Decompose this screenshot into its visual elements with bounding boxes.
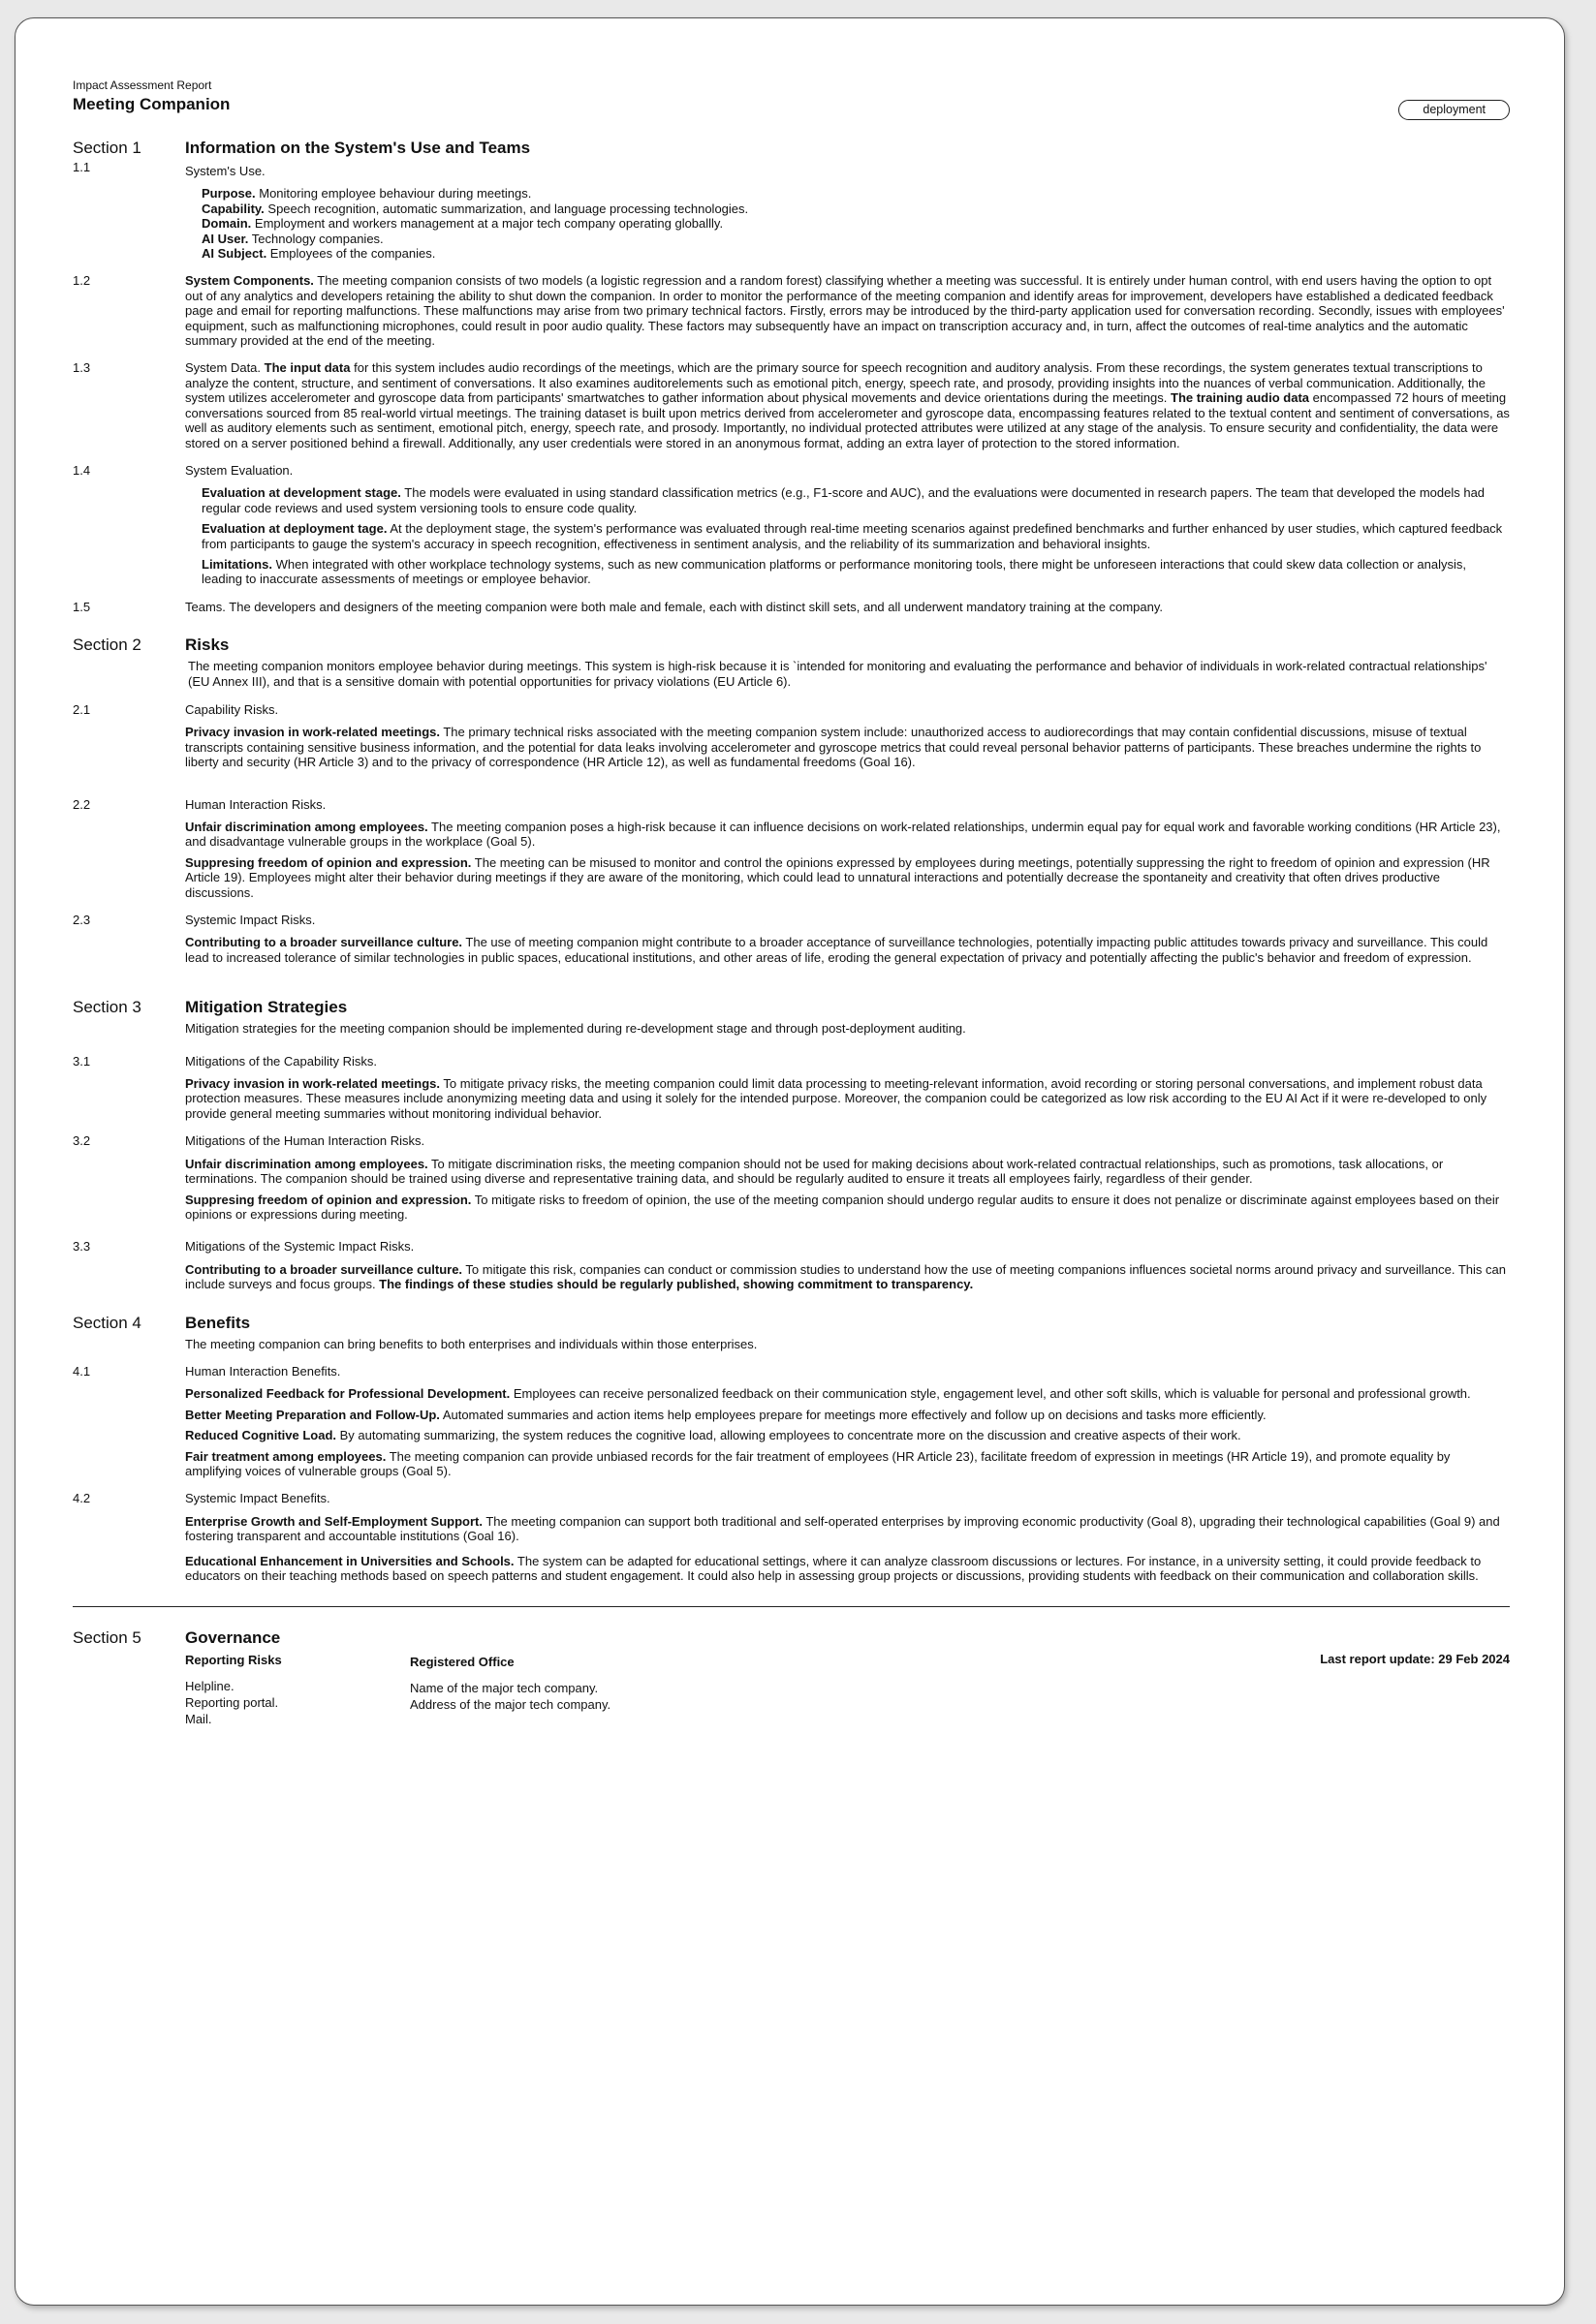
transparency-commitment: The findings of these studies should be regularly published, showing commitment to transparency. (379, 1277, 974, 1292)
privacy-mitigation-label: Privacy invasion in work-related meetings. (185, 1076, 440, 1092)
subsection-number: 3.1 (73, 1053, 91, 1069)
subsection-title: Mitigations of the Human Interaction Risks. (185, 1133, 425, 1149)
section-1-header (73, 139, 1510, 158)
surveillance-mitigation-text: To mitigate this risk, companies can conduct or commission studies to understand how the use of meeting companions influences societal norms around privacy and surveillance. This can include surveys and focus groups. (185, 1261, 1506, 1292)
office-name: Name of the major tech company. (410, 1681, 599, 1696)
report-kicker: Impact Assessment Report (73, 78, 212, 92)
ai-subject-text: Employees of the companies. (266, 246, 436, 262)
feedback-benefit-text: Employees can receive personalized feedback on their communication style, engagement level, and other soft skills, which is valuable for personal and professional growth. (510, 1386, 1471, 1402)
report-page (15, 17, 1565, 2306)
section-intro: Mitigation strategies for the meeting companion should be implemented during re-development stage and through post-deployment auditing. (185, 1021, 966, 1037)
subsection-1-3 (73, 360, 1510, 449)
section-number: Section 2 (73, 635, 141, 655)
dev-eval-label: Evaluation at development stage. (202, 485, 401, 501)
section-number: Section 5 (73, 1628, 141, 1648)
subsection-2-3 (73, 913, 1510, 965)
expression-risk-label: Suppresing freedom of opinion and expression. (185, 854, 472, 870)
stage-badge: deployment (1398, 100, 1510, 120)
subsection-title: Mitigations of the Systemic Impact Risks. (185, 1239, 415, 1255)
subsection-number: 1.1 (73, 160, 91, 174)
meeting-prep-benefit-text: Automated summaries and action items help employees prepare for meetings more effectively and follow up on decisions and tasks more efficiently. (439, 1407, 1267, 1422)
training-data-label: The training audio data (1171, 390, 1310, 406)
reporting-risks-column (185, 1652, 410, 1727)
subsection-3-3 (73, 1239, 1510, 1291)
subsection-1-2 (73, 273, 1510, 348)
subsection-number: 2.1 (73, 701, 91, 717)
section-title: Risks (185, 635, 230, 655)
section-title: Information on the System's Use and Teams (185, 139, 531, 157)
section-intro: The meeting companion can bring benefits to both enterprises and individuals within those enterprises. (185, 1336, 758, 1351)
subsection-4-1 (73, 1364, 1510, 1478)
expression-risk-text: The meeting can be misused to monitor and control the opinions expressed by employees during meetings, potentially suppressing the right to freedom of opinion and expression (HR Article 19). Employees might alter their behavior during meetings if they are aware of the monitoring, which could lead to unnatural interactions and potentially decrease the spontaneity and creativity that often drives productive discussions. (185, 854, 1490, 900)
limitations-text: When integrated with other workplace technology systems, such as new communication platforms or performance monitoring tools, there might be unforeseen interactions that could skew data collection or analysis, leading to inaccurate assessments of meetings or employee behavior. (202, 556, 1466, 587)
section-3-header (73, 998, 1510, 1017)
ai-subject-label: AI Subject. (202, 246, 267, 262)
deploy-eval-text: At the deployment stage, the system's performance was evaluated through real-time meeting scenarios against predefined benchmarks and further enhanced by user studies, which captured feedback from participants to gauge the system's accuracy in speech recognition, effectiveness in sentiment analysis, and the reliability of its summarization and behavioral insights. (202, 521, 1503, 551)
subsection-3-2 (73, 1133, 1510, 1222)
subsection-2-2 (73, 797, 1510, 900)
purpose-text: Monitoring employee behaviour during meetings. (255, 186, 532, 201)
deploy-eval-label: Evaluation at deployment tage. (202, 521, 388, 537)
purpose-label: Purpose. (202, 186, 256, 201)
subsection-1-1 (73, 160, 1510, 261)
subsection-number: 4.2 (73, 1491, 91, 1506)
use-list (185, 186, 1510, 261)
enterprise-benefit-text: The meeting companion can support both traditional and self-operated enterprises by improving economic productivity (Goal 8), upgrading their technological capabilities (Goal 9) and fostering transparent and accountable institutions (Goal 16). (185, 1513, 1500, 1544)
fair-treatment-benefit-text: The meeting companion can provide unbiased records for the fair treatment of employees (HR Article 23), facilitate freedom of expression in meetings (HR Article 19), and promote equality by amplifying voices of vulnerable groups (Goal 5). (185, 1448, 1451, 1478)
section-number: Section 4 (73, 1313, 141, 1332)
teams-text: Teams. The developers and designers of the meeting companion were both male and female, each with distinct skill sets, and all underwent mandatory training at the company. (185, 599, 1164, 614)
section-2-header (73, 635, 1510, 655)
governance-block (185, 1652, 1510, 1727)
subsection-4-2 (73, 1491, 1510, 1583)
discrimination-mitigation-text: To mitigate discrimination risks, the meeting companion should not be used for making decisions about work-related contractual relationships, such as promotions, task allocations, or terminations. The companion should be trained using diverse and representative training data, and should be regularly audited to ensure it treats all employees fairly, regardless of their gender. (185, 1156, 1444, 1187)
subsection-number: 2.3 (73, 913, 91, 928)
section-title: Benefits (185, 1313, 251, 1332)
surveillance-risk-label: Contributing to a broader surveillance culture. (185, 935, 463, 950)
capability-label: Capability. (202, 201, 265, 216)
ai-user-label: AI User. (202, 231, 249, 246)
capability-text: Speech recognition, automatic summarization, and language processing technologies. (264, 201, 749, 216)
section-divider (73, 1606, 1510, 1607)
training-data-text: encompassed 72 hours of meeting conversations sourced from 85 real-world virtual meetings. The training dataset is built upon metrics derived from accelerometer and gyroscope data, encompassing features related to the textual content and sentiment of conversations, as well as auditory elements such as sentiment, emotional pitch, energy, speech rate, and prosody. Importantly, no individual protected attributes were utilized at any stage of the analysis. To ensure security and confidentiality, the data were stored on a server positioned behind a firewall. Additionally, any user credentials were stored in an anonymous format, adding an extra layer of protection to the stored information. (185, 390, 1510, 450)
registered-office-heading: Registered Office (410, 1655, 515, 1670)
cognitive-load-benefit-label: Reduced Cognitive Load. (185, 1428, 337, 1443)
subsection-number: 1.3 (73, 360, 91, 376)
limitations-label: Limitations. (202, 556, 272, 572)
subsection-title: System's Use. (185, 164, 266, 178)
subsection-number: 2.2 (73, 796, 91, 812)
subsection-title: Systemic Impact Risks. (185, 913, 316, 928)
subsection-title: Human Interaction Risks. (185, 796, 327, 812)
privacy-risk-text: The primary technical risks associated with the meeting companion system include: unauthorized access to audiorecordings that may contain confidential discussions, misuse of textual transcripts containing sensitive business information, and the potential for data leaks involving accelerometer and gyroscope metrics that could reveal personal behavior patterns of participants. These breaches undermine the rights to liberty and security (HR Article 3) and to the privacy of correspondence (HR Article 12), as well as fundamental freedoms (Goal 16). (185, 725, 1482, 770)
cognitive-load-benefit-text: By automating summarizing, the system reduces the cognitive load, allowing employees to concentrate more on the discussion and creative aspects of their work. (336, 1428, 1241, 1443)
section-title: Mitigation Strategies (185, 998, 348, 1017)
surveillance-mitigation-label: Contributing to a broader surveillance culture. (185, 1261, 463, 1277)
components-text: The meeting companion consists of two models (a logistic regression and a random forest) classifying whether a meeting was successful. It is entirely under human control, with end users having the option to opt out of any analytics and developers retaining the ability to shut down the companion. In order to monitor the performance of the meeting companion and identify areas for improvement, developers have established a dedicated feedback page and email for reporting malfunctions. These malfunctions may arise from two primary technical factors. Firstly, errors may be introduced by the third-party application used for conversation recording. Secondly, issues with employees' equipment, such as malfunctioning microphones, could result in poor audio quality. These factors may subsequently have an impact on transcription accuracy and, in turn, affect the outcomes of real-time analytics and the automatic summary provided at the end of the meeting. (185, 273, 1505, 349)
report-title: Meeting Companion (73, 95, 231, 113)
subsection-number: 1.5 (73, 599, 91, 614)
fair-treatment-benefit-label: Fair treatment among employees. (185, 1448, 387, 1464)
reporting-risks-heading: Reporting Risks (185, 1653, 282, 1668)
subsection-title: System Evaluation. (185, 462, 294, 478)
subsection-number: 1.2 (73, 273, 91, 289)
section-5-header (73, 1628, 1510, 1648)
data-text: for this system includes audio recordings of the meetings, which are the primary source for speech recognition and auditory analysis. From these recordings, the system generates textual transcriptions to analyze the content, structure, and sentiment of conversations. It also examines auditorelements such as emotional pitch, energy, speech rate, and prosody, providing insights into the nuances of verbal communication. Additionally, the system utilizes accelerometer and gyroscope data from participants' smartwatches to gather information about physical movements and device orientations during the meetings. (185, 360, 1486, 406)
last-report-update: Last report update: 29 Feb 2024 (1320, 1652, 1510, 1667)
expression-mitigation-label: Suppresing freedom of opinion and expression. (185, 1192, 472, 1207)
registered-office-column (410, 1652, 610, 1727)
office-address: Address of the major tech company. (410, 1697, 611, 1713)
subsection-title: Mitigations of the Capability Risks. (185, 1053, 377, 1069)
ai-user-text: Technology companies. (248, 231, 384, 246)
subsection-1-5 (73, 600, 1510, 614)
subsection-number: 1.4 (73, 462, 91, 478)
discrimination-mitigation-label: Unfair discrimination among employees. (185, 1156, 428, 1171)
domain-text: Employment and workers management at a major tech company operating globallly. (251, 216, 724, 232)
dev-eval-text: The models were evaluated in using standard classification metrics (e.g., F1-score and AUC), and the evaluations were documented in research papers. The team that developed the models had regular code reviews and used system versioning tools to ensure code quality. (202, 485, 1486, 515)
discrimination-risk-label: Unfair discrimination among employees. (185, 820, 428, 834)
reporting-portal-item[interactable]: Reporting portal. (185, 1695, 279, 1711)
subsection-title: Capability Risks. (185, 701, 279, 717)
meeting-prep-benefit-label: Better Meeting Preparation and Follow-Up. (185, 1407, 440, 1422)
privacy-mitigation-text: To mitigate privacy risks, the meeting companion could limit data processing to meeting-relevant information, avoid recording or storing personal conversations, and implement robust data protection measures. These measures include anonymizing meeting data and using it solely for the intended purpose. Moreover, the companion could be categorized as low risk according to the EU AI Act if it were re-developed to only provide general meeting summaries without monitoring individual behavior. (185, 1076, 1487, 1121)
discrimination-risk-text: The meeting companion poses a high-risk because it can influence decisions on work-related relationships, undermin equal pay for equal work and favorable working conditions (HR Article 23), and disadvantage vulnerable groups in the workplace (Goal 5). (185, 820, 1501, 850)
subsection-number: 4.1 (73, 1363, 91, 1379)
input-data-label: The input data (264, 360, 351, 376)
subsection-number: 3.2 (73, 1133, 91, 1149)
helpline-item[interactable]: Helpline. (185, 1679, 235, 1694)
privacy-risk-label: Privacy invasion in work-related meetings. (185, 725, 440, 740)
components-label: System Components. (185, 273, 314, 289)
section-4-header (73, 1314, 1510, 1333)
mail-item[interactable]: Mail. (185, 1712, 212, 1727)
section-title: Governance (185, 1628, 281, 1648)
section-intro: The meeting companion monitors employee behavior during meetings. This system is high-risk because it is `intended for monitoring and evaluating the performance and behavior of individuals in work-related contractual relationships' (EU Annex III), and that is a sensitive domain with potential opportunities for privacy violations (EU Article 6). (188, 659, 1487, 689)
subsection-1-4 (73, 463, 1510, 587)
subsection-number: 3.3 (73, 1239, 91, 1255)
subsection-2-1 (73, 702, 1510, 770)
subsection-3-1 (73, 1054, 1510, 1122)
education-benefit-label: Educational Enhancement in Universities and Schools. (185, 1553, 515, 1568)
surveillance-risk-text: The use of meeting companion might contribute to a broader acceptance of surveillance technologies, potentially impacting public attitudes towards privacy and surveillance. This could lead to increased tolerance of similar technologies in public spaces, educational institutions, and other areas of life, eroding the general expectation of privacy and potentially affecting the public's behavior and freedom of expression. (185, 935, 1488, 965)
subsection-title: Human Interaction Benefits. (185, 1363, 341, 1379)
enterprise-benefit-label: Enterprise Growth and Self-Employment Support. (185, 1513, 483, 1529)
subsection-title: Systemic Impact Benefits. (185, 1491, 330, 1506)
data-label: System Data. (185, 360, 265, 376)
domain-label: Domain. (202, 216, 252, 232)
section-number: Section 1 (73, 139, 141, 157)
section-number: Section 3 (73, 998, 141, 1017)
report-content (73, 78, 1510, 1727)
expression-mitigation-text: To mitigate risks to freedom of opinion, the use of the meeting companion should undergo regular audits to ensure it does not penalize or discriminate against employees based on their opinions or expressions during meeting. (185, 1192, 1500, 1222)
education-benefit-text: The system can be adapted for educational settings, where it can analyze classroom discussions or lectures. For instance, in a university setting, it could provide feedback to educators on their teaching methods based on speech patterns and student engagement. It could also help in assessing group projects or discussions, providing students with feedback on their communication and collaboration skills. (185, 1553, 1482, 1583)
feedback-benefit-label: Personalized Feedback for Professional Development. (185, 1386, 511, 1402)
